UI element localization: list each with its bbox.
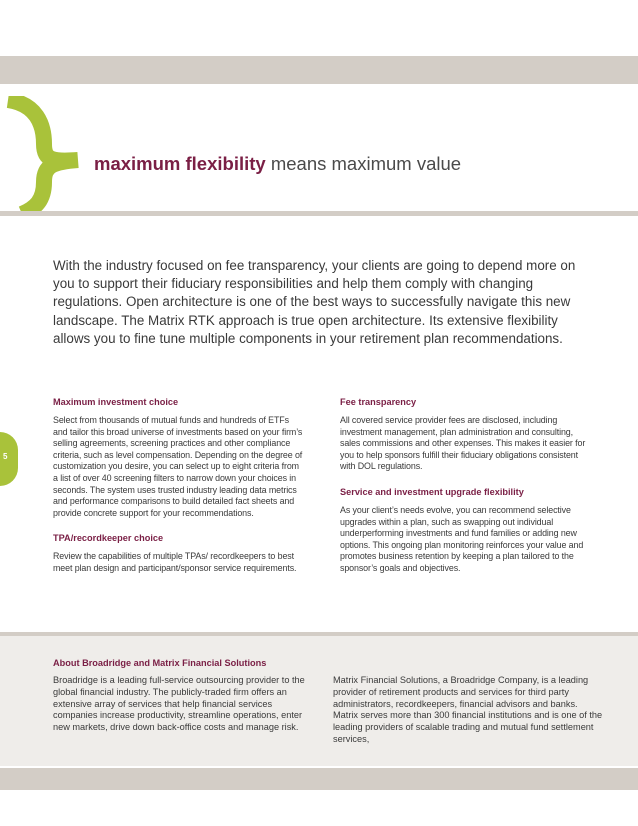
section-title: Service and investment upgrade flexibility: [340, 486, 524, 497]
brace-icon: [0, 96, 90, 216]
section-title: Fee transparency: [340, 397, 417, 407]
about-right-text: Matrix Financial Solutions, a Broadridge Company, is a leading provider of retirement products and services for third party administrators, recordkeepers, financial advisors and banks. Matrix serves more than 300 financial institutions and is one of the leading providers of scalable trading and mutual fund settlement services,: [333, 675, 603, 744]
headline-highlight: maximum flexibility: [94, 153, 266, 174]
about-left-text: Broadridge is a leading full-service outsourcing provider to the global financial industry. The publicly-traded firm offers an extensive array of services that help financial services companies increase productivity, streamline operations, enter new markets, drive down back-office costs and manage risk.: [53, 675, 305, 733]
headline-rest: means maximum value: [265, 153, 462, 174]
section-body: Select from thousands of mutual funds and hundreds of ETFs and tailor this broad universe of investments based on your firm’s selling agreements, screening practices and other compliance criteria, such as level compensation. Depending on the degree of customization you desire, you can select up to eight criteria from a list of over 40 screening filters to narrow down your choices in seconds. The system uses trusted industry leading data metrics and performance comparisons to build detailed fact sheets and provide concrete support for your recommendations.: [53, 415, 303, 518]
right-column: [340, 396, 590, 588]
header-rule: [0, 211, 638, 216]
intro-paragraph: With the industry focused on fee transparency, your clients are going to depend more on you to support their fiduciary responsibilities and help them comply with changing regulations. Open architecture is one of the best ways to successfully navigate this new landscape. The Matrix RTK approach is true open architecture. Its extensive flexibility allows you to fine tune multiple components in your retirement plan recommendations.: [53, 258, 576, 346]
page-headline: [94, 152, 614, 176]
section-body: Review the capabilities of multiple TPAs/ recordkeepers to best meet plan design and participant/sponsor service requirements.: [53, 551, 297, 573]
section-title: TPA/recordkeeper choice: [53, 533, 164, 544]
left-column: [53, 396, 303, 588]
page-number: 5: [3, 452, 8, 461]
section-title: Maximum investment choice: [53, 397, 179, 407]
section-body: All covered service provider fees are disclosed, including investment management, plan administration and consulting, sales commissions and other expenses. This makes it easier for you to help sponsors fulfill their fiduciary obligations consistent with DOL regulations.: [340, 415, 586, 472]
bottom-band: [0, 768, 638, 790]
page-number-tab: [0, 432, 18, 486]
top-band: [0, 56, 638, 84]
section-body: As your client’s needs evolve, you can recommend selective upgrades within a plan, such as swapping out individual underperforming investments and fund families or adding new options. This ongoing plan monitoring reinforces your value and promotes business retention by keeping a plan tailored to the sponsor’s goals and objectives.: [340, 504, 584, 573]
about-title: About Broadridge and Matrix Financial Solutions: [53, 658, 267, 668]
